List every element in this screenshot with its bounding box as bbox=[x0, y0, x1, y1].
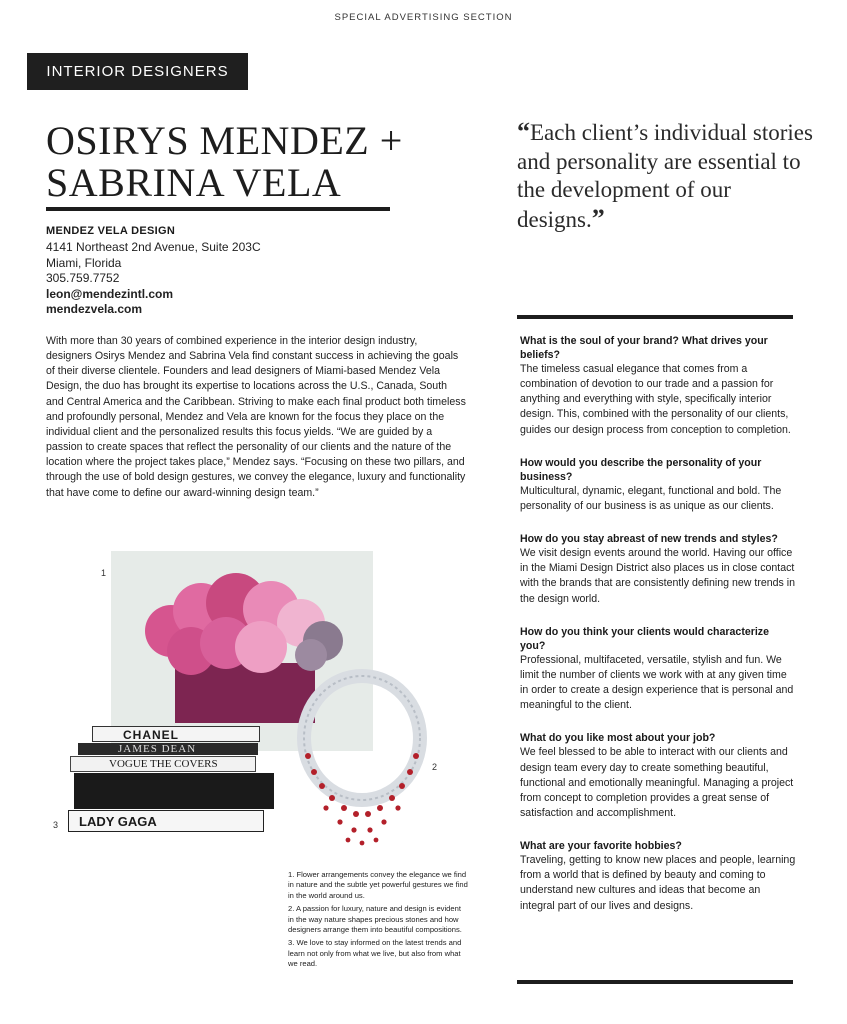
email-link[interactable]: leon@mendezintl.com bbox=[46, 286, 174, 301]
caption-2: 2. A passion for luxury, nature and design is evident in the way nature shapes precious stones and how designers arrange them into beautiful compositions. bbox=[288, 904, 462, 935]
image-number-2: 2 bbox=[432, 762, 438, 772]
qa-item bbox=[520, 334, 796, 438]
intro-paragraph: With more than 30 years of combined experience in the interior design industry, designers Osirys Mendez and Sabrina Vela find constant success in achieving the goals of their diverse clientele. Founders and lead designers of Miami-based Mendez Vela Design, the duo has brought its expertise to locations across the U.S., Canada, South and Central America and the Caribbean. Striving to make each final product both timeless and profoundly personal, Mendez and Vela are known for the focus they place on the individual client and the personalized results this focus yields. “We are guided by a passion to create spaces that reflect the personality of our clients and the nature of the location where the project takes place,” Mendez says. “Focusing on these two pillars, and through the use of bold design gestures, we convey the elegance, luxury and functionality that have come to define our award-winning design team.” bbox=[46, 335, 466, 499]
answer: We feel blessed to be able to interact with our clients and design team every day to create something beautiful, functional and emotionally meaningful. Managing a project from concept to completion provides a great sense of satisfaction and accomplishment. bbox=[520, 746, 794, 819]
image-captions bbox=[288, 870, 468, 973]
pull-quote bbox=[517, 118, 817, 234]
quote-open-mark: “ bbox=[517, 117, 530, 146]
question: How do you think your clients would characterize you? bbox=[520, 625, 769, 652]
quote-text: Each client’s individual stories and personality are essential to the development of our designs. bbox=[517, 120, 813, 232]
designer-name-line-2: SABRINA VELA bbox=[46, 160, 342, 205]
qa-item bbox=[520, 532, 796, 607]
qa-item bbox=[520, 731, 796, 821]
book-spine-james-dean: JAMES DEAN bbox=[78, 743, 258, 755]
designer-name-line-1: OSIRYS MENDEZ + bbox=[46, 118, 403, 163]
question: How would you describe the personality of your business? bbox=[520, 456, 762, 483]
image-number-1: 1 bbox=[101, 568, 107, 578]
qa-item bbox=[520, 625, 796, 714]
question: What do you like most about your job? bbox=[520, 732, 716, 745]
answer: Multicultural, dynamic, elegant, functional and bold. The personality of our business is as unique as our clients. bbox=[520, 484, 782, 512]
contact-block bbox=[46, 240, 261, 318]
divider bbox=[46, 207, 390, 211]
book-spine-lady-gaga: LADY GAGA bbox=[68, 810, 264, 832]
divider bbox=[517, 980, 793, 984]
answer: Professional, multifaceted, versatile, stylish and fun. We limit the number of clients we work with at any given time in order to create a design experience that is personal and meaningful to the client. bbox=[520, 653, 794, 712]
website-link[interactable]: mendezvela.com bbox=[46, 302, 143, 317]
qa-column bbox=[520, 334, 796, 932]
question: What are your favorite hobbies? bbox=[520, 840, 682, 853]
divider bbox=[517, 315, 793, 319]
ruby-necklace-illustration bbox=[286, 668, 438, 846]
caption-1: 1. Flower arrangements convey the elegance we find in nature and the subtle yet powerful gestures we find in the world around us. bbox=[288, 870, 468, 900]
answer: We visit design events around the world. Having our office in the Miami Design District also places us in close contact with the brands that are consistently defining new trends in the design world. bbox=[520, 547, 796, 605]
book-spine-vogue: VOGUE THE COVERS bbox=[70, 756, 256, 772]
company-name: MENDEZ VELA DESIGN bbox=[46, 225, 176, 237]
question: What is the soul of your brand? What drives your beliefs? bbox=[520, 335, 768, 361]
qa-item bbox=[520, 456, 796, 514]
book-stack bbox=[66, 726, 276, 836]
question: How do you stay abreast of new trends and styles? bbox=[520, 533, 778, 546]
special-advertising-label: SPECIAL ADVERTISING SECTION bbox=[334, 12, 513, 23]
image-number-3: 3 bbox=[53, 820, 59, 830]
book-spine-black bbox=[74, 773, 274, 809]
street-address: 4141 Northeast 2nd Avenue, Suite 203C bbox=[46, 240, 261, 254]
city: Miami, Florida bbox=[46, 255, 122, 270]
qa-item bbox=[520, 839, 796, 914]
caption-3: 3. We love to stay informed on the latest trends and learn not only from what we live, but also from what we read. bbox=[288, 938, 462, 969]
quote-close-mark: ” bbox=[591, 203, 605, 233]
answer: The timeless casual elegance that comes from a combination of devotion to our trade and a passion for anything and everything with style, specifically interior design. This, combined with the personality of our clients, guides our design process from conception to completion. bbox=[520, 363, 791, 436]
book-spine-chanel: CHANEL bbox=[92, 726, 260, 742]
section-tag: INTERIOR DESIGNERS bbox=[27, 53, 248, 90]
answer: Traveling, getting to know new places and people, learning from a world that is defined by beauty and coming to understand new cultures and ideas that become an integral part of our lives and designs. bbox=[520, 854, 796, 912]
phone: 305.759.7752 bbox=[46, 271, 120, 286]
designer-names bbox=[46, 120, 403, 204]
